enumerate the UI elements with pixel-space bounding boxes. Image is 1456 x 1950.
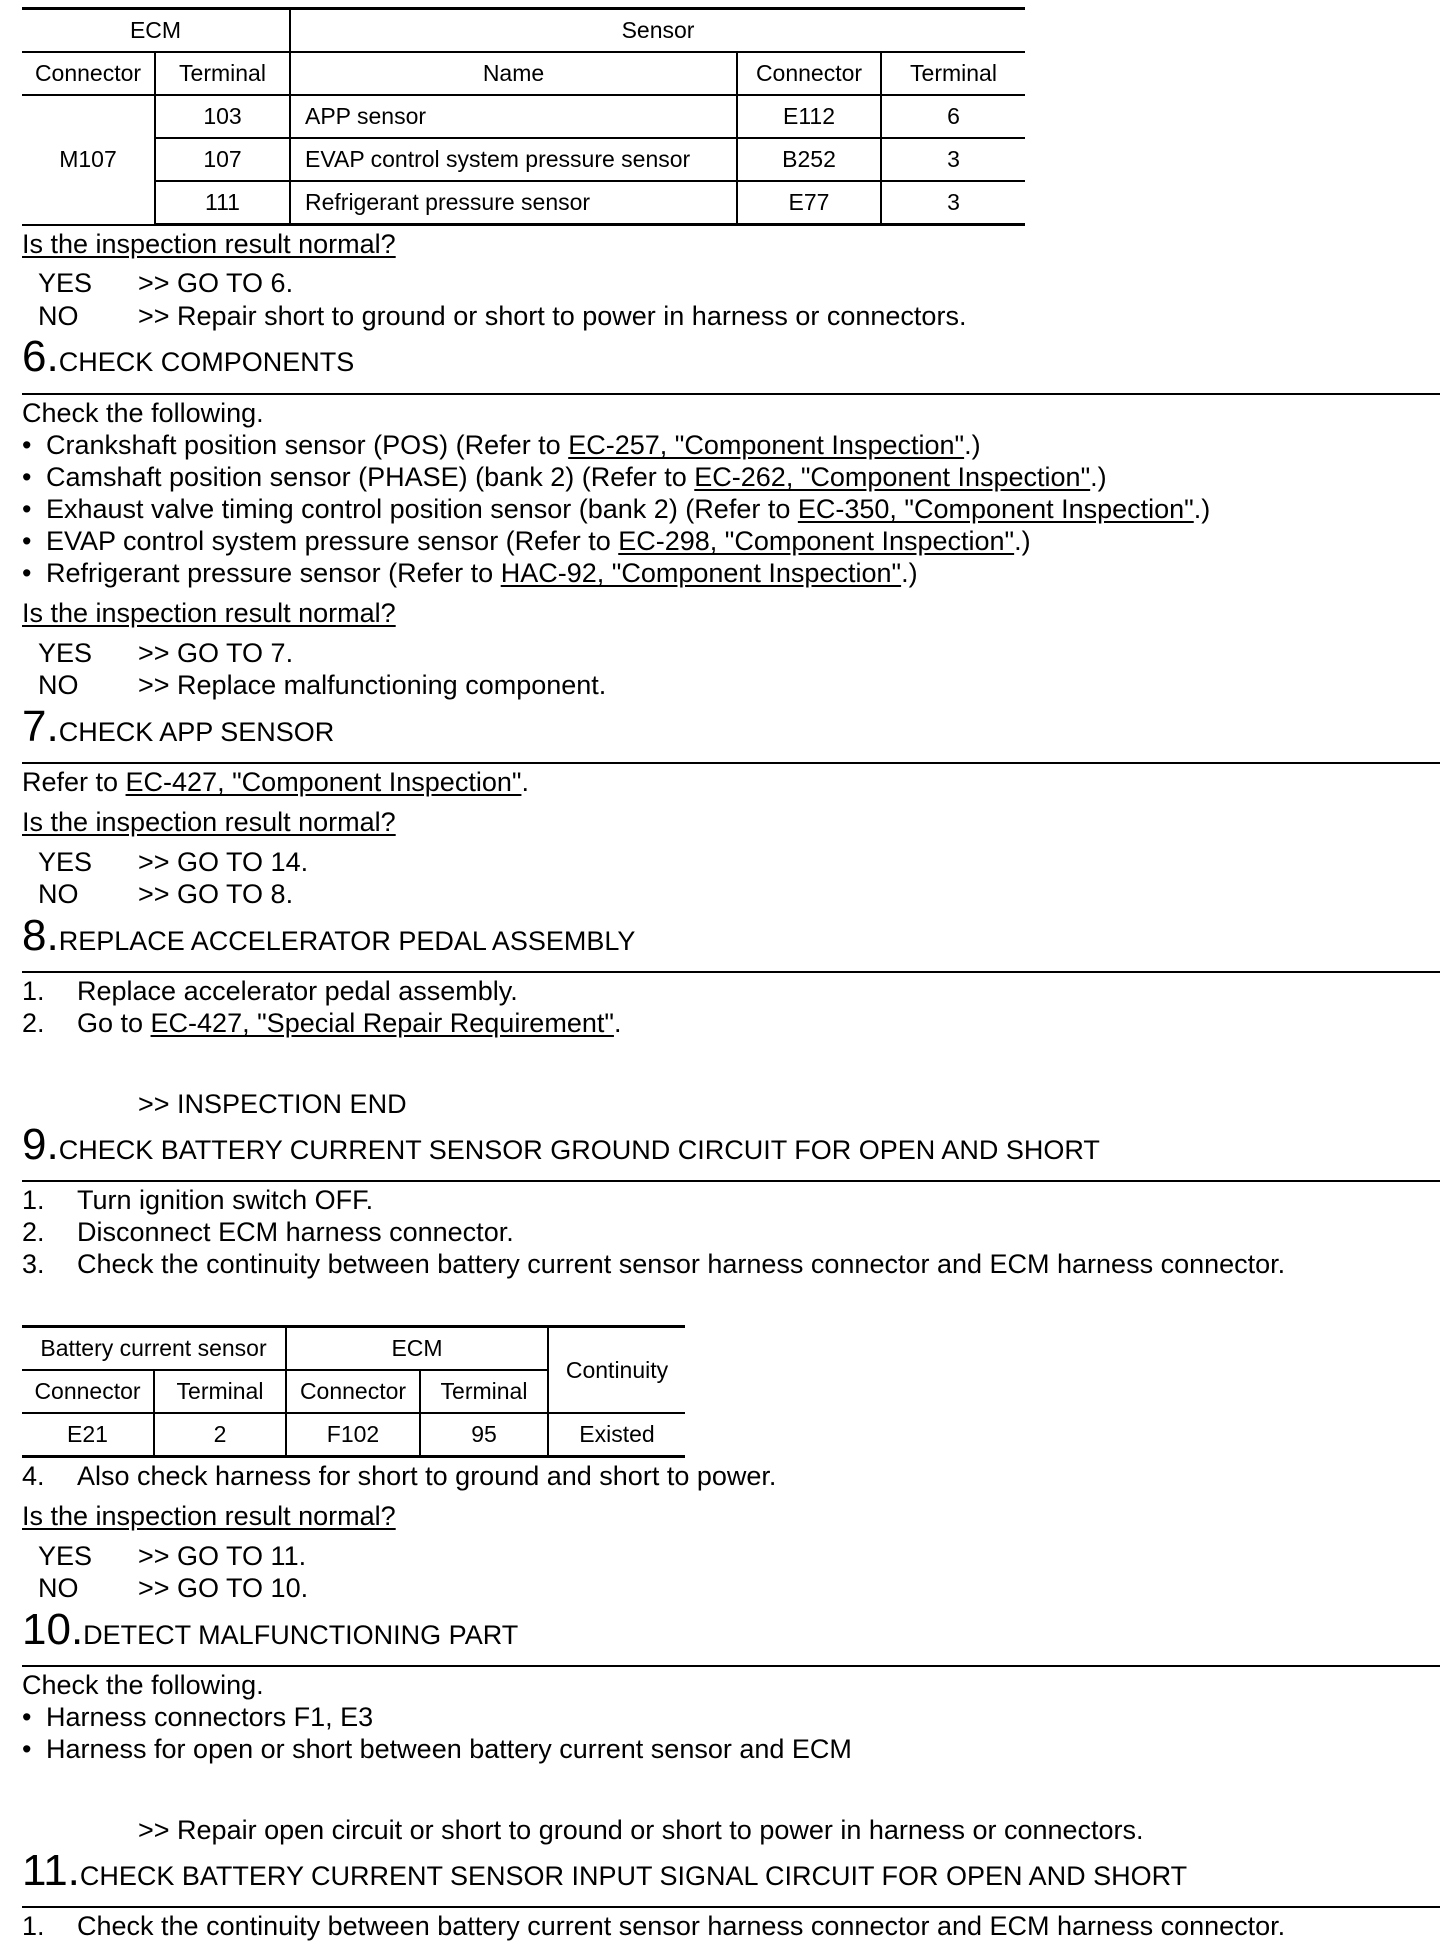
step-title: DETECT MALFUNCTIONING PART: [83, 1620, 519, 1650]
ecm-sensor-table: [22, 7, 1025, 226]
table-header-sensor-connector: Connector: [737, 52, 881, 95]
table-header-connector: Connector: [22, 1370, 154, 1413]
inspection-question: Is the inspection result normal?: [22, 598, 396, 628]
answer-yes: [38, 267, 293, 299]
list-item: • Camshaft position sensor (PHASE) (bank 2) (Refer to EC-262, "Component Inspection".): [22, 462, 1107, 492]
sensor-connector-cell: E77: [737, 181, 881, 225]
list-item: • Crankshaft position sensor (POS) (Refer to EC-257, "Component Inspection".): [22, 430, 981, 460]
list-item: • Refrigerant pressure sensor (Refer to HAC-92, "Component Inspection".): [22, 558, 918, 588]
table-header-battery-current-sensor: Battery current sensor: [22, 1327, 286, 1371]
yes-text: >> GO TO 14.: [138, 847, 309, 877]
procedure-step: 3. Check the continuity between battery current sensor harness connector and ECM harness connector.: [22, 1249, 1286, 1279]
section-divider: [22, 1180, 1440, 1182]
sensor-terminal-cell: 3: [881, 138, 1025, 181]
refer-line: Refer to EC-427, "Component Inspection".: [22, 767, 529, 797]
ecm-connector-cell: F102: [286, 1413, 420, 1457]
procedure-step: 1. Check the continuity between battery current sensor harness connector and ECM harness connector.: [22, 1911, 1286, 1941]
sensor-terminal-cell: 2: [154, 1413, 286, 1457]
reference-link[interactable]: EC-298, "Component Inspection": [618, 526, 1015, 556]
step-title: REPLACE ACCELERATOR PEDAL ASSEMBLY: [58, 926, 636, 956]
reference-link[interactable]: EC-427, "Special Repair Requirement": [150, 1008, 614, 1038]
sensor-connector-cell: E112: [737, 95, 881, 138]
section-divider: [22, 393, 1440, 395]
step-number: 8.: [22, 911, 59, 960]
table-header-ecm: ECM: [286, 1327, 548, 1371]
no-label: NO: [38, 670, 79, 700]
no-text: >> Replace malfunctioning component.: [138, 670, 607, 700]
yes-text: >> GO TO 11.: [138, 1541, 307, 1571]
bullet-icon: •: [22, 526, 32, 556]
procedure-step: 2. Disconnect ECM harness connector.: [22, 1217, 514, 1247]
bullet-icon: •: [22, 1734, 32, 1764]
terminal-cell: 103: [155, 95, 290, 138]
table-header-terminal: Terminal: [420, 1370, 548, 1413]
no-text: >> GO TO 10.: [138, 1573, 309, 1603]
table-header-connector: Connector: [22, 52, 155, 95]
step-6-heading: [22, 332, 355, 381]
section-divider: [22, 971, 1440, 973]
table-header-terminal: Terminal: [154, 1370, 286, 1413]
reference-link[interactable]: EC-427, "Component Inspection": [125, 767, 522, 797]
ecm-terminal-cell: 95: [420, 1413, 548, 1457]
list-item: • EVAP control system pressure sensor (Refer to EC-298, "Component Inspection".): [22, 526, 1031, 556]
section-divider: [22, 762, 1440, 764]
no-label: NO: [38, 301, 79, 331]
bullet-icon: •: [22, 558, 32, 588]
reference-link[interactable]: EC-350, "Component Inspection": [797, 494, 1194, 524]
inspection-end: >> INSPECTION END: [138, 1089, 407, 1119]
step-7-heading: [22, 702, 335, 751]
reference-link[interactable]: EC-257, "Component Inspection": [568, 430, 965, 460]
table-header-terminal: Terminal: [155, 52, 290, 95]
step-title: CHECK COMPONENTS: [58, 347, 355, 377]
step-number: 10.: [22, 1605, 84, 1654]
sensor-name-cell: APP sensor: [290, 95, 737, 138]
sensor-name-cell: EVAP control system pressure sensor: [290, 138, 737, 181]
yes-text: >> GO TO 7.: [138, 638, 294, 668]
step-title: CHECK BATTERY CURRENT SENSOR GROUND CIRCUIT FOR OPEN AND SHORT: [58, 1135, 1100, 1165]
answer-no: [38, 669, 606, 701]
list-item: • Harness connectors F1, E3: [22, 1702, 374, 1732]
step-9-heading: [22, 1120, 1100, 1169]
answer-no: [38, 300, 966, 332]
sensor-name-cell: Refrigerant pressure sensor: [290, 181, 737, 225]
bullet-icon: •: [22, 494, 32, 524]
step-11-heading: [22, 1846, 1188, 1895]
bullet-icon: •: [22, 462, 32, 492]
continuity-cell: Existed: [548, 1413, 685, 1457]
no-label: NO: [38, 1573, 79, 1603]
step-8-heading: [22, 911, 636, 960]
step-number: 9.: [22, 1120, 59, 1169]
check-intro: Check the following.: [22, 1670, 264, 1700]
no-text: >> GO TO 8.: [138, 879, 294, 909]
table-header-continuity: Continuity: [548, 1327, 685, 1414]
step-number: 7.: [22, 702, 59, 751]
table-header-connector: Connector: [286, 1370, 420, 1413]
no-text: >> Repair short to ground or short to power in harness or connectors.: [138, 301, 967, 331]
repair-instruction: >> Repair open circuit or short to ground or short to power in harness or connectors.: [138, 1815, 1144, 1845]
inspection-question: Is the inspection result normal?: [22, 807, 396, 837]
procedure-step: 2. Go to EC-427, "Special Repair Requirement".: [22, 1008, 622, 1038]
yes-text: >> GO TO 6.: [138, 268, 294, 298]
procedure-step: 4. Also check harness for short to ground and short to power.: [22, 1461, 777, 1491]
sensor-terminal-cell: 6: [881, 95, 1025, 138]
answer-no: [38, 878, 293, 910]
step-number: 11.: [22, 1846, 80, 1895]
step-title: CHECK APP SENSOR: [58, 717, 335, 747]
bullet-icon: •: [22, 430, 32, 460]
answer-yes: [38, 1540, 306, 1572]
list-item: • Exhaust valve timing control position sensor (bank 2) (Refer to EC-350, "Component Inspection".): [22, 494, 1211, 524]
sensor-connector-cell: E21: [22, 1413, 154, 1457]
step-title: CHECK BATTERY CURRENT SENSOR INPUT SIGNAL CIRCUIT FOR OPEN AND SHORT: [79, 1861, 1188, 1891]
table-header-sensor-terminal: Terminal: [881, 52, 1025, 95]
step-number: 6.: [22, 332, 59, 381]
continuity-table: [22, 1325, 685, 1458]
yes-label: YES: [38, 847, 93, 877]
table-row: [22, 1413, 685, 1457]
procedure-step: 1. Replace accelerator pedal assembly.: [22, 976, 518, 1006]
answer-yes: [38, 846, 308, 878]
table-header-name: Name: [290, 52, 737, 95]
sensor-connector-cell: B252: [737, 138, 881, 181]
answer-yes: [38, 637, 293, 669]
table-header-sensor: Sensor: [290, 9, 1025, 53]
table-row: [22, 95, 1025, 138]
bullet-icon: •: [22, 1702, 32, 1732]
yes-label: YES: [38, 1541, 93, 1571]
table-header-ecm: ECM: [22, 9, 290, 53]
no-label: NO: [38, 879, 79, 909]
table-row: [22, 181, 1025, 225]
reference-link[interactable]: HAC-92, "Component Inspection": [500, 558, 902, 588]
procedure-step: 1. Turn ignition switch OFF.: [22, 1185, 374, 1215]
terminal-cell: 111: [155, 181, 290, 225]
step-10-heading: [22, 1605, 519, 1654]
terminal-cell: 107: [155, 138, 290, 181]
inspection-question: Is the inspection result normal?: [22, 229, 396, 259]
reference-link[interactable]: EC-262, "Component Inspection": [694, 462, 1091, 492]
section-divider: [22, 1665, 1440, 1667]
sensor-terminal-cell: 3: [881, 181, 1025, 225]
answer-no: [38, 1572, 308, 1604]
yes-label: YES: [38, 638, 93, 668]
ecm-connector-cell: M107: [22, 95, 155, 225]
yes-label: YES: [38, 268, 93, 298]
table-row: [22, 138, 1025, 181]
section-divider: [22, 1906, 1440, 1908]
check-intro: Check the following.: [22, 398, 264, 428]
inspection-question: Is the inspection result normal?: [22, 1501, 396, 1531]
list-item: • Harness for open or short between battery current sensor and ECM: [22, 1734, 852, 1764]
